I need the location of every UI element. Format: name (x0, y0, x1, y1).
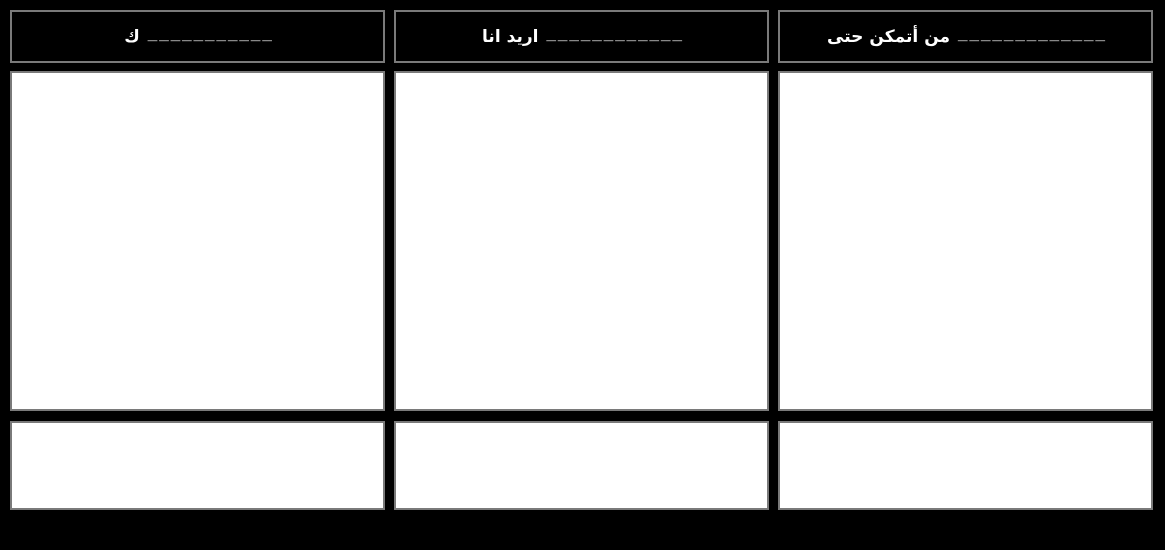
column-i-want (394, 10, 769, 510)
header-label-word: اريد (506, 26, 539, 46)
header-label-word: انا (482, 26, 501, 46)
header-label-word: أتمكن (869, 26, 919, 46)
column-header-so-that (778, 10, 1153, 63)
description-cell[interactable] (394, 421, 769, 510)
column-so-that (778, 10, 1153, 510)
header-blank-line: ___________ (147, 23, 274, 43)
column-header-as-a (10, 10, 385, 63)
description-cell[interactable] (778, 421, 1153, 510)
drawing-cell[interactable] (778, 71, 1153, 411)
header-label-word: حتى (827, 26, 864, 46)
drawing-cell[interactable] (10, 71, 385, 411)
drawing-cell[interactable] (394, 71, 769, 411)
description-cell[interactable] (10, 421, 385, 510)
column-as-a (10, 10, 385, 510)
header-label-word: من (924, 26, 951, 46)
column-header-i-want (394, 10, 769, 63)
header-blank-line: _____________ (958, 23, 1107, 43)
columns-row (10, 10, 1153, 510)
header-blank-line: ____________ (546, 23, 684, 43)
header-label-word: ك (124, 26, 140, 46)
